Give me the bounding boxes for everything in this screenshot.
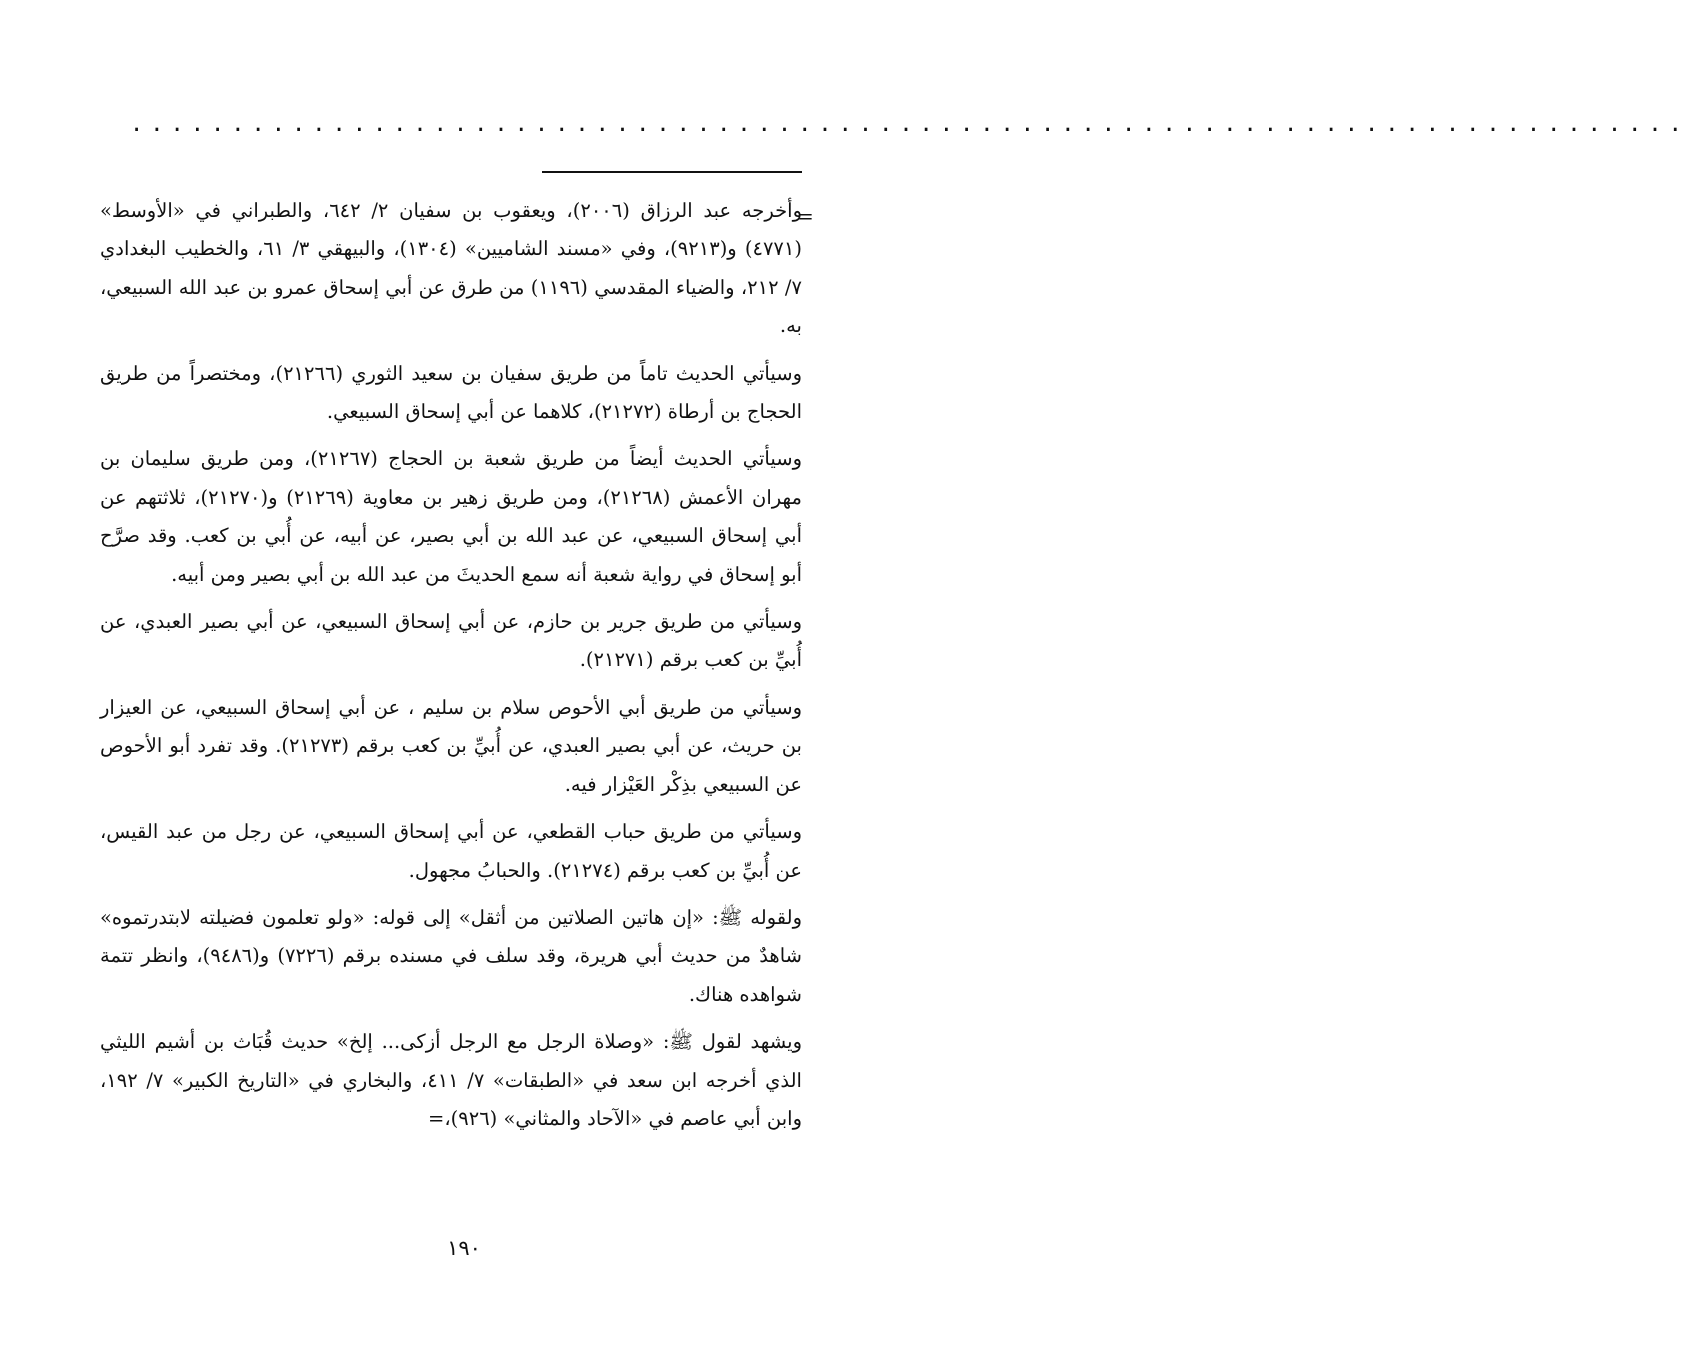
footnote-text-block xyxy=(100,192,802,1147)
continuation-mark: = xyxy=(797,204,814,228)
footnote-paragraph: وسيأتي الحديث أيضاً من طريق شعبة بن الحجاج (٢١٢٦٧)، ومن طريق سليمان بن مهران الأعمش (٢١٢٦٨)، ومن طريق زهير بن معاوية (٢١٢٦٩) و(٢١٢٧٠)، ثلاثتهم عن أبي إسحاق السبيعي، عن عبد الله بن أبي بصير، عن أبيه، عن أُبي بن كعب. وقد صرَّح أبو إسحاق في رواية شعبة أنه سمع الحديثَ من عبد الله بن أبي بصير ومن أبيه. xyxy=(100,447,802,586)
header-dotted-line: ............................................................................. xyxy=(130,112,1689,137)
page-number: ١٩٠ xyxy=(447,1236,481,1260)
footnote-paragraph: ولقوله ﷺ: «إن هاتين الصلاتين من أثقل» إلى قوله: «ولو تعلمون فضيلته لابتدرتموه» شاهدٌ من حديث أبي هريرة، وقد سلف في مسنده برقم (٧٢٢٦) و(٩٤٨٦)، وانظر تتمة شواهده هناك. xyxy=(100,905,802,1006)
footnote-paragraph: وسيأتي من طريق أبي الأحوص سلام بن سليم ، عن أبي إسحاق السبيعي، عن العيزار بن حريث، عن أبي بصير العبدي، عن أُبيِّ بن كعب برقم (٢١٢٧٣). وقد تفرد أبو الأحوص عن السبيعي بذِكْر العَيْزار فيه. xyxy=(100,695,802,796)
footnote-paragraph: وسيأتي من طريق حباب القطعي، عن أبي إسحاق السبيعي، عن رجل من عبد القيس، عن أُبيِّ بن كعب برقم (٢١٢٧٤). والحبابُ مجهول. xyxy=(100,820,802,882)
footnote-paragraph: ويشهد لقول ﷺ: «وصلاة الرجل مع الرجل أزكى... إلخ» حديث قُبَاث بن أشيم الليثي الذي أخرجه ابن سعد في «الطبقات» ٧/ ٤١١، والبخاري في «التاريخ الكبير» ٧/ ١٩٢، وابن أبي عاصم في «الآحاد والمثاني» (٩٢٦)،= xyxy=(100,1030,802,1130)
footnote-paragraph: وسيأتي الحديث تاماً من طريق سفيان بن سعيد الثوري (٢١٢٦٦)، ومختصراً من طريق الحجاج بن أرطاة (٢١٢٧٢)، كلاهما عن أبي إسحاق السبيعي. xyxy=(100,361,802,424)
footnote-paragraph: وأخرجه عبد الرزاق (٢٠٠٦)، ويعقوب بن سفيان ٢/ ٦٤٢، والطبراني في «الأوسط» (٤٧٧١) و(٩٢١٣)، وفي «مسند الشاميين» (١٣٠٤)، والبيهقي ٣/ ٦١، والخطيب البغدادي ٧/ ٢١٢، والضياء المقدسي (١١٩٦) من طرق عن أبي إسحاق عمرو بن عبد الله السبيعي، به. xyxy=(100,199,802,338)
footnote-separator-rule xyxy=(542,171,802,173)
footnote-paragraph: وسيأتي من طريق جرير بن حازم، عن أبي إسحاق السبيعي، عن أبي بصير العبدي، عن أُبيِّ بن كعب برقم (٢١٢٧١). xyxy=(100,610,802,672)
